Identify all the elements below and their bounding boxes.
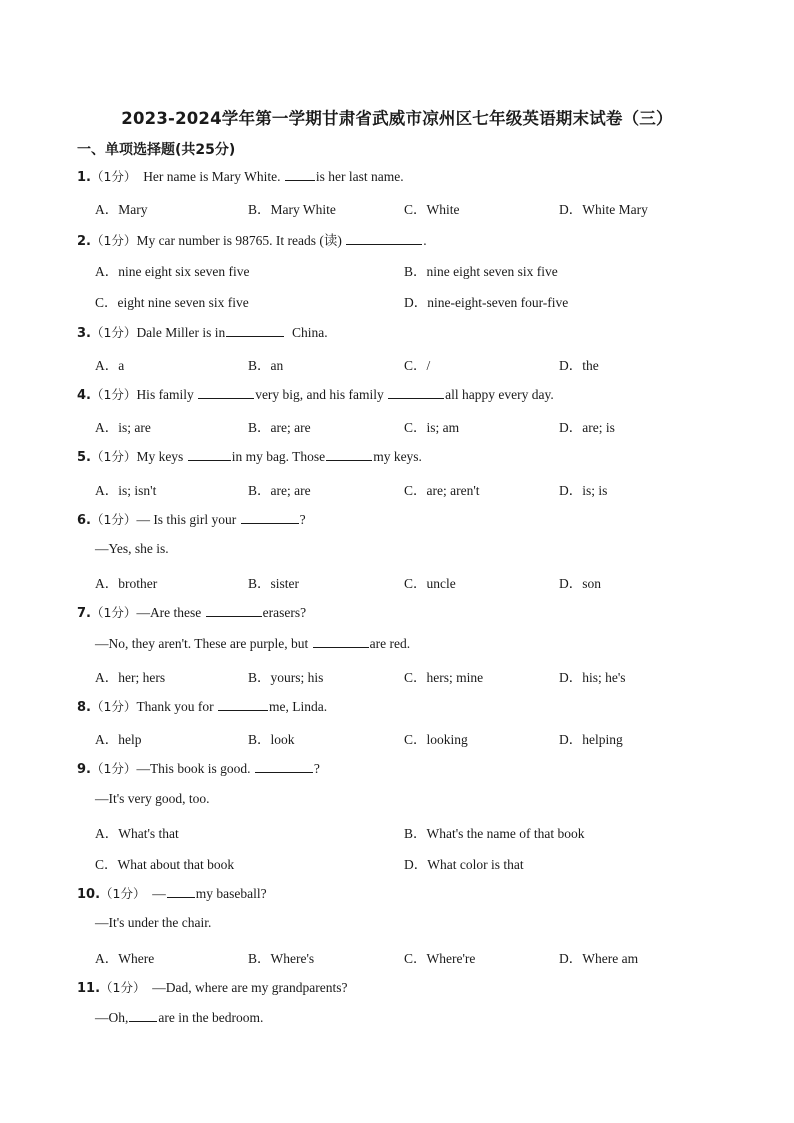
dialogue-line: —Yes, she is. [95, 541, 169, 556]
option-a[interactable]: A．brother [95, 576, 158, 591]
option-b[interactable]: B．Where's [248, 951, 315, 966]
question-score: （1分） [90, 169, 137, 184]
section-heading: 一、单项选择题(共25分) [77, 142, 236, 158]
page-title: 2023-2024学年第一学期甘肃省武威市凉州区七年级英语期末试卷（三） [121, 109, 673, 128]
answer-blank[interactable] [255, 760, 313, 773]
answer-blank[interactable] [206, 604, 262, 617]
question-number: 11. [77, 981, 101, 996]
option-c[interactable]: C．What about that book [95, 857, 235, 872]
question-9 [77, 759, 320, 777]
question-4 [77, 385, 554, 403]
option-c[interactable]: C．hers; mine [404, 670, 484, 685]
option-d[interactable]: D．White Mary [559, 202, 648, 217]
answer-blank[interactable] [167, 885, 195, 898]
option-b[interactable]: B．are; are [248, 420, 311, 435]
answer-blank[interactable] [218, 698, 268, 711]
question-number: 5. [77, 450, 91, 465]
question-text: Her name is Mary White. [136, 169, 284, 184]
option-a[interactable]: A．a [95, 358, 125, 373]
question-score: （1分） [90, 449, 137, 464]
option-a[interactable]: A．is; are [95, 420, 151, 435]
dialogue-line [95, 635, 410, 652]
question-score: （1分） [90, 512, 137, 527]
question-5 [77, 447, 422, 465]
option-a[interactable]: A．Where [95, 951, 155, 966]
question-text: me, Linda. [269, 699, 328, 714]
dialogue-text: —Oh, [95, 1010, 129, 1025]
question-score: （1分） [90, 233, 137, 248]
option-d[interactable]: D．son [559, 576, 602, 591]
question-text: My keys [136, 449, 187, 464]
option-d[interactable]: D．the [559, 358, 599, 373]
option-b[interactable]: B．sister [248, 576, 300, 591]
option-b[interactable]: B．What's the name of that book [404, 826, 585, 841]
question-number: 6. [77, 513, 91, 528]
option-b[interactable]: B．nine eight seven six five [404, 264, 558, 279]
question-3 [77, 323, 328, 341]
dialogue-text: —No, they aren't. These are purple, but [95, 636, 312, 651]
option-a[interactable]: A．is; isn't [95, 483, 157, 498]
question-text: — [145, 886, 166, 901]
question-number: 7. [77, 606, 91, 621]
answer-blank[interactable] [313, 635, 369, 648]
option-d[interactable]: D．are; is [559, 420, 615, 435]
question-score: （1分） [90, 699, 137, 714]
option-c[interactable]: C．/ [404, 358, 431, 373]
option-b[interactable]: B．Mary White [248, 202, 336, 217]
option-a[interactable]: A．nine eight six seven five [95, 264, 250, 279]
option-d[interactable]: D．What color is that [404, 857, 524, 872]
question-1 [77, 167, 404, 185]
question-text: is her last name. [315, 169, 404, 184]
option-a[interactable]: A．What's that [95, 826, 179, 841]
question-text: ? [313, 761, 320, 776]
question-text: — Is this girl your [136, 512, 240, 527]
question-score: （1分） [90, 761, 137, 776]
question-11 [77, 978, 348, 996]
question-score: （1分） [100, 980, 146, 995]
question-text: erasers? [262, 605, 307, 620]
question-8 [77, 697, 327, 715]
question-number: 3. [77, 326, 91, 341]
answer-blank[interactable] [346, 232, 422, 245]
dialogue-line: —It's very good, too. [95, 791, 210, 806]
answer-blank[interactable] [241, 511, 299, 524]
question-2 [77, 229, 427, 249]
question-number: 10. [77, 887, 101, 902]
option-d[interactable]: D．Where am [559, 951, 639, 966]
question-text: in my bag. Those [231, 449, 326, 464]
question-number: 4. [77, 388, 91, 403]
question-6 [77, 510, 306, 528]
answer-blank[interactable] [388, 386, 444, 399]
answer-blank[interactable] [188, 448, 231, 461]
question-7 [77, 603, 306, 621]
option-b[interactable]: B．look [248, 732, 295, 747]
question-text: ? [299, 512, 306, 527]
question-text: very big, and his family [255, 387, 388, 402]
option-c[interactable]: C．Where're [404, 951, 476, 966]
question-text: —Dad, where are my grandparents? [145, 980, 348, 995]
question-score: （1分） [90, 325, 137, 340]
question-text: China. [285, 325, 328, 340]
question-text: all happy every day. [445, 387, 554, 402]
option-a[interactable]: A．her; hers [95, 670, 166, 685]
dialogue-text: are red. [369, 636, 411, 651]
question-text: —Are these [136, 605, 205, 620]
option-d[interactable]: D．his; he's [559, 670, 626, 685]
answer-blank[interactable] [129, 1009, 157, 1022]
option-c[interactable]: C．looking [404, 732, 468, 747]
dialogue-text: are in the bedroom. [158, 1010, 264, 1025]
answer-blank[interactable] [285, 168, 315, 181]
question-number: 2. [77, 234, 91, 249]
question-text: Thank you for [136, 699, 218, 714]
answer-blank[interactable] [226, 324, 284, 337]
option-d[interactable]: D．nine-eight-seven four-five [404, 295, 569, 310]
option-b[interactable]: B．yours; his [248, 670, 324, 685]
answer-blank[interactable] [326, 448, 372, 461]
question-text: My car number is 98765. It reads (读) [136, 233, 346, 248]
question-text: Dale Miller is in [136, 325, 226, 340]
question-number: 1. [77, 170, 91, 185]
dialogue-line: —It's under the chair. [95, 915, 212, 930]
question-number: 9. [77, 762, 91, 777]
option-d[interactable]: D．is; is [559, 483, 608, 498]
question-10 [77, 884, 267, 902]
option-c[interactable]: C．are; aren't [404, 483, 480, 498]
question-text: my keys. [373, 449, 422, 464]
option-a[interactable]: A．Mary [95, 202, 148, 217]
question-text: —This book is good. [136, 761, 254, 776]
option-d[interactable]: D．helping [559, 732, 623, 747]
question-score: （1分） [90, 387, 137, 402]
question-score: （1分） [100, 886, 146, 901]
question-text: His family [136, 387, 198, 402]
question-text: my baseball? [195, 886, 267, 901]
option-c[interactable]: C．eight nine seven six five [95, 295, 249, 310]
question-number: 8. [77, 700, 91, 715]
dialogue-line [95, 1009, 263, 1026]
option-b[interactable]: B．an [248, 358, 284, 373]
option-c[interactable]: C．is; am [404, 420, 460, 435]
option-a[interactable]: A．help [95, 732, 142, 747]
question-text: . [423, 233, 427, 248]
question-score: （1分） [90, 605, 137, 620]
answer-blank[interactable] [198, 386, 254, 399]
option-b[interactable]: B．are; are [248, 483, 311, 498]
option-c[interactable]: C．uncle [404, 576, 456, 591]
option-c[interactable]: C．White [404, 202, 460, 217]
